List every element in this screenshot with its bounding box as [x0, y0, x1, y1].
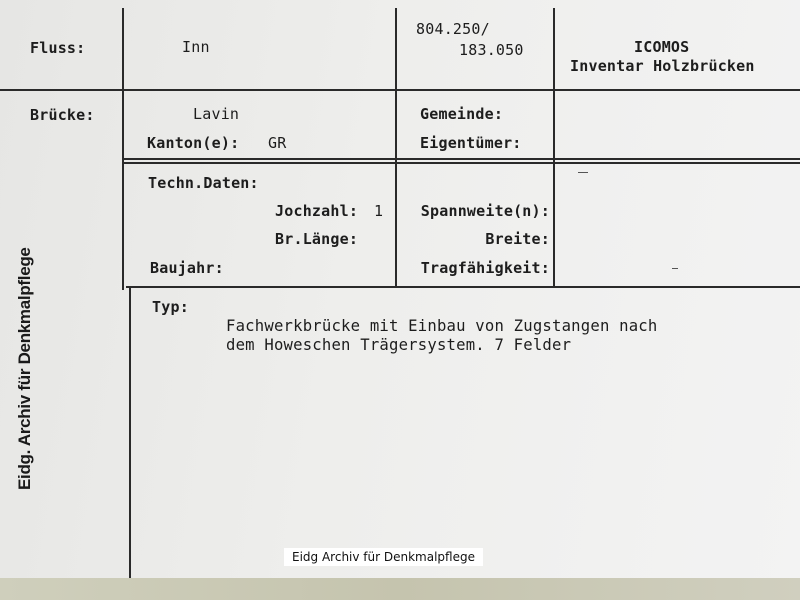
kanton-value: GR: [268, 134, 287, 152]
bottom-background-strip: [0, 578, 800, 600]
archive-side-stamp: Eidg. Archiv für Denkmalpflege: [15, 247, 34, 490]
org-title: ICOMOS: [634, 38, 690, 56]
eigentuemer-label: Eigentümer:: [420, 134, 522, 152]
coordinates-line-2: 183.050: [459, 41, 524, 59]
row-divider-3: [126, 286, 800, 288]
row-divider-1: [0, 89, 800, 91]
jochzahl-label: Jochzahl:: [275, 202, 359, 220]
coordinates-line-1: 804.250/: [416, 20, 490, 38]
middle-column-divider: [395, 8, 397, 288]
archive-caption: Eidg Archiv für Denkmalpflege: [284, 548, 483, 566]
row-divider-2a: [124, 158, 800, 160]
breite-label: Breite:: [485, 230, 550, 248]
bruecke-label: Brücke:: [30, 106, 95, 124]
left-column-divider-lower: [129, 288, 131, 578]
pencil-mark: [672, 268, 678, 269]
spannweite-label: Spannweite(n):: [420, 202, 550, 220]
org-subtitle: Inventar Holzbrücken: [570, 57, 755, 75]
baujahr-label: Baujahr:: [150, 259, 224, 277]
tragfaehigkeit-label: Tragfähigkeit:: [420, 259, 550, 277]
bruecke-value: Lavin: [193, 105, 240, 123]
row-divider-2b: [124, 162, 800, 164]
techn-heading: Techn.Daten:: [148, 174, 259, 192]
kanton-label: Kanton(e):: [147, 134, 240, 152]
pencil-mark: [578, 172, 588, 173]
fluss-label: Fluss:: [30, 39, 86, 57]
left-column-divider: [122, 8, 124, 290]
fluss-value: Inn: [182, 38, 210, 56]
right-column-divider: [553, 8, 555, 288]
brlaenge-label: Br.Länge:: [275, 230, 359, 248]
typ-label: Typ:: [152, 298, 189, 316]
jochzahl-value: 1: [374, 202, 384, 220]
gemeinde-label: Gemeinde:: [420, 105, 504, 123]
typ-text-line-1: Fachwerkbrücke mit Einbau von Zugstangen nach: [226, 317, 658, 335]
typ-text-line-2: dem Howeschen Trägersystem. 7 Felder: [226, 336, 572, 354]
